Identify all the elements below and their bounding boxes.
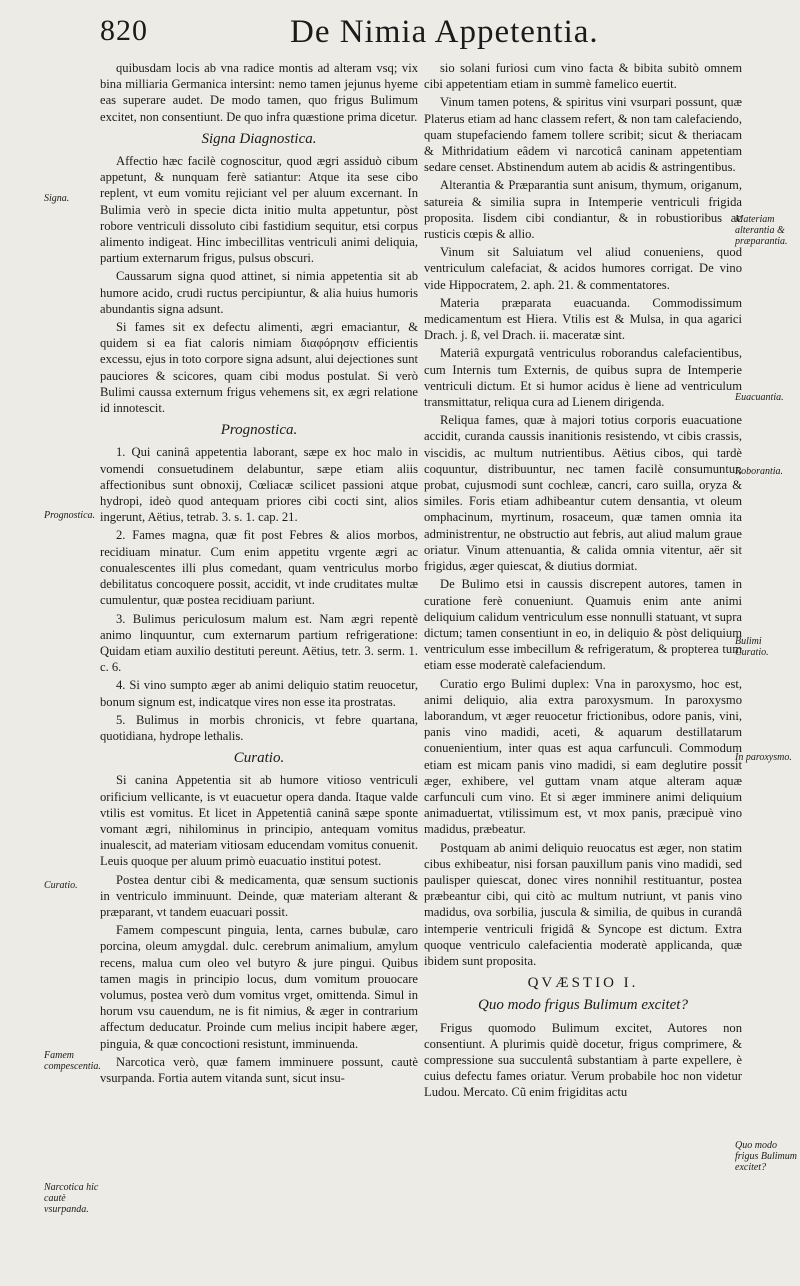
- paragraph: Curatio ergo Bulimi duplex: Vna in paroxysmo, hoc est, animi deliquio, alia extra paroxysmum. In paroxysmo laborandum, vt æger reuocetur frictionibus, odore panis, vini, panis vino madidi, aceti, & aquarum destillatarum conuenientium, inter quas est aqua carfunculi. Commodum etiam est micam panis vino madidi, si eam deglutire possit æger, exhibere, vel guttam vnam atque alteram aquæ carfunculi cum vino. Et si æger imminere animi deliquium animaduertat, vtilissimum est, vt mox panis, præcipuè vino madidus, præbeatur.: [424, 676, 742, 837]
- margin-note-curatio: Curatio.: [44, 880, 78, 891]
- paragraph: Postea dentur cibi & medicamenta, quæ sensum suctionis in ventriculo imminuunt. Deinde, quæ materiam alterant & præparant, vt tandem euacuari possit.: [100, 872, 418, 919]
- margin-note-famem: Famem compescentia.: [44, 1050, 101, 1072]
- paragraph: Famem compescunt pinguia, lenta, carnes bubulæ, caro porcina, oleum amygdal. dulc. cerebrum animalium, amylum recens, malua cum oleo vel butyro & jure pingui. Quibus tamen magis in principio locus, dum vomitum prouocare volumus, postea verò dum vomitus vrget, omittenda. Simul in horum vsu cauendum, ne is fit nimius, & æger in contrarium affectum deducatur. Proinde cum melius incipit habere æger, pinguia, & quæ concoctioni resistunt, imminuenda.: [100, 923, 418, 1051]
- paragraph: Vinum tamen potens, & spiritus vini vsurpari possunt, quæ Platerus etiam ad hanc classem refert, & non tam calefaciendo, quam stupefaciendo famem tollere scribit; sicut & theriacam & Mithridatium eâdem vi narcoticâ caninam appetentiam sedare censet. Abstinendum autem ab acidis & astringentibus.: [424, 95, 742, 175]
- paragraph: Frigus quomodo Bulimum excitet, Autores non consentiunt. A plurimis quidè docetur, frigus comprimere, & compressione sua succulentâ substantiam à parte expellere, è cuius defectu fames oriatur. Verum probabile hoc non videtur Ludou. Mercato. Cũ enim frigiditas actu: [424, 1020, 742, 1100]
- paragraph: Affectio hæc facilè cognoscitur, quod ægri assiduò cibum appetunt, & nunquam ferè satiantur: Atque ita sese cibo replent, vt eum vomitu rejiciant vel per aluum excernant. In Bulimia verò in specie dicta initio multa appetuntur, pòst robore ventriculi dissoluto cibi fastidium sequitur, etsi corpus alimento indigeat. Hinc imbecillitas ventriculi animi deliquia, partium externarum frigus, pulsus obscuri.: [100, 154, 418, 266]
- right-column: [424, 60, 742, 1103]
- paragraph: Reliqua fames, quæ à majori totius corporis euacuatione accidit, curanda caussis inanitionis resistendo, vt cibis crassis, viscidis, ac multum nutrientibus. Aëtius cibos, qui tardè coquuntur, distribuuntur, nec tamen facilè consumuntur, probat, cujusmodi sunt cochleæ, cancri, caro suilla, oryza & similes. Foris etiam adhibeantur cutem densantia, vt oleum omphacinum, myrtinum, rosaceum, quæ tamen omnia ita administrentur, ne obstructio aut febris, aut aliud malum graue oriatur. Vinum attenuantia, & calida omnia vitentur, aër sit frigidus, æger quiescat, & diutius dormiat.: [424, 413, 742, 574]
- paragraph: sio solani furiosi cum vino facta & bibita subitò omnem cibi appetentiam etiam in summè famelico euertit.: [424, 61, 742, 92]
- page-number: 820: [100, 14, 148, 47]
- paragraph: 1. Qui caninâ appetentia laborant, sæpe ex hoc malo in vomendi consuetudinem delabuntur, sæpe etiam aliis affectionibus sunt obnoxij, Cœliacæ scilicet passioni atque hydropi, ideò quod antequam priores cibi cocti sint, alios ingerunt, Aëtius, tetrab. 3. s. 1. cap. 21.: [100, 445, 418, 525]
- section-heading: Prognostica.: [220, 422, 298, 439]
- margin-note-euacuantia: Euacuantia.: [735, 392, 784, 403]
- paragraph: Si canina Appetentia sit ab humore vitioso ventriculi orificium vellicante, is vt euacuetur opera danda. Itaque valde vtilis est vomitus. Et licet in Appetentiâ caninâ sæpe sponte vomant ægri, nihilominus in principio, antequam vomitus inualescit, ad materiam vitiosam educendam vomitus conuenit. Leuis quoque per aluum primò euacuatio institui potest.: [100, 773, 418, 869]
- paragraph: Narcotica verò, quæ famem imminuere possunt, cautè vsurpanda. Fortia autem vitanda sunt, sicut insu-: [100, 1054, 418, 1085]
- margin-note-prognostica: Prognostica.: [44, 510, 96, 521]
- paragraph: Materiâ expurgatâ ventriculus roborandus calefacientibus, cum Internis tum Externis, de quibus supra de Intemperie ventriculi dictum. Et si humor acidus è liene ad ventriculum transmittatur, reliqua cura ad Lienem dirigenda.: [424, 346, 742, 410]
- paragraph: Si fames sit ex defectu alimenti, ægri emaciantur, & quidem si ea fiat caloris nimiam διαφόρησιν efficientis excessu, ejus in toto corpore signa adsunt, alui dejectiones sunt pauciores & scicores, quam cibi modus postulat. Si verò Bulimi caussa externum frigus vehemens sit, ex ægri relatione id innotescit.: [100, 320, 418, 416]
- margin-note-paroxysmo: In paroxysmo.: [735, 752, 792, 763]
- margin-note-narcotica: Narcotica hic cautè vsurpanda.: [44, 1182, 99, 1215]
- paragraph: 3. Bulimus periculosum malum est. Nam ægri repentè animo linquuntur, cum externarum partium refrigeratione: Quidam etiam auxilio destituti pereunt. Aëtius, tetr. 3. serm. 1. c. 6.: [100, 611, 418, 675]
- margin-note-materia: Materiam alterantia & præparantia.: [735, 214, 788, 247]
- paragraph: De Bulimo etsi in caussis discrepent autores, tamen in curatione ferè conueniunt. Quamuis enim ante animi deliquium calidum ventriculum esse nonnulli statuant, vt supra dictum; tamen consentiunt in eo, in deliquio & pòst deliquium ventriculum esse imbecillum & refrigeratum, & propterea tum etiam esse moderatè calefaciendum.: [424, 577, 742, 673]
- paragraph: 5. Bulimus in morbis chronicis, vt febre quartana, quotidiana, hydrope lethalis.: [100, 712, 418, 743]
- margin-note-quo-modo: Quo modo frigus Bulimum excitet?: [735, 1140, 797, 1173]
- paragraph: quibusdam locis ab vna radice montis ad alteram vsq; vix bina milliaria Germanica intersint: nemo tamen jejunus hyeme eas superare audet. De modo tamen, quo frigus Bulimum excitet, non consentiunt. De quo infra quæstione prima dicetur.: [100, 61, 418, 124]
- paragraph: 4. Si vino sumpto æger ab animi deliquio statim reuocetur, bonum signum est, indicatque vires non esse ita prostratas.: [100, 678, 418, 709]
- paragraph: 2. Fames magna, quæ fit post Febres & alios morbos, recidiuam minatur. Cum enim appetitu vrgente ægri ac conualescentes illi plus comedant, quam ventriculus morbo debilitatus concoquere possit, accidit, vt inde cruditates multæ cumulentur, quæ postea recidiuam pariunt.: [100, 528, 418, 608]
- quaestio-heading: QVÆSTIO I.: [527, 975, 639, 992]
- running-title: De Nimia Appetentia.: [290, 14, 599, 50]
- left-column: [100, 60, 418, 1088]
- margin-note-signa: Signa.: [44, 193, 70, 204]
- page-header: [100, 12, 790, 60]
- paragraph: Postquam ab animi deliquio reuocatus est æger, non statim cibus exhibeatur, nisi forsan pauxillum panis vino madidi, sed paulisper quiescat, donec vires nonnihil restituantur, postea præbeantur cibi, qui citò ac multum nutriunt, vt panis vino madidus, ova sorbilia, juscula & similia, de quibus in curandâ intemperie ventriculi frigidâ & Syncope est dictum. Extra quoque ventriculo calefacientia moderatè applicanda, quæ ibidem sunt proposita.: [424, 840, 742, 968]
- margin-note-roborantia: Roborantia.: [735, 466, 784, 477]
- paragraph: Caussarum signa quod attinet, si nimia appetentia sit ab humore acido, crudi ructus percipiuntur, & alia huius humoris abundantis signa adsunt.: [100, 269, 418, 316]
- section-heading: Curatio.: [233, 750, 285, 767]
- margin-note-bulimi: Bulimi Curatio.: [735, 636, 769, 658]
- section-heading: Signa Diagnostica.: [201, 130, 317, 147]
- paragraph: Materia præparata euacuanda. Commodissimum medicamentum est Hiera. Vtilis est & Mulsa, in qua agarici Drach. j. ß, vel Drach. ii. maceratæ sint.: [424, 295, 742, 343]
- paragraph: Alterantia & Præparantia sunt anisum, thymum, origanum, satureia & similia supra in Intemperie ventriculi frigida proposita. Iisdem cibi condiantur, & in robustioribus ac rusticis cœpis & allio.: [424, 178, 742, 242]
- paragraph: Vinum sit Saluiatum vel aliud conueniens, quod ventriculum calefaciat, & acidos humores corrigat. De vino vide Hippocratem, 2. aph. 21. & commentatores.: [424, 245, 742, 292]
- section-heading: Quo modo frigus Bulimum excitet?: [478, 997, 688, 1014]
